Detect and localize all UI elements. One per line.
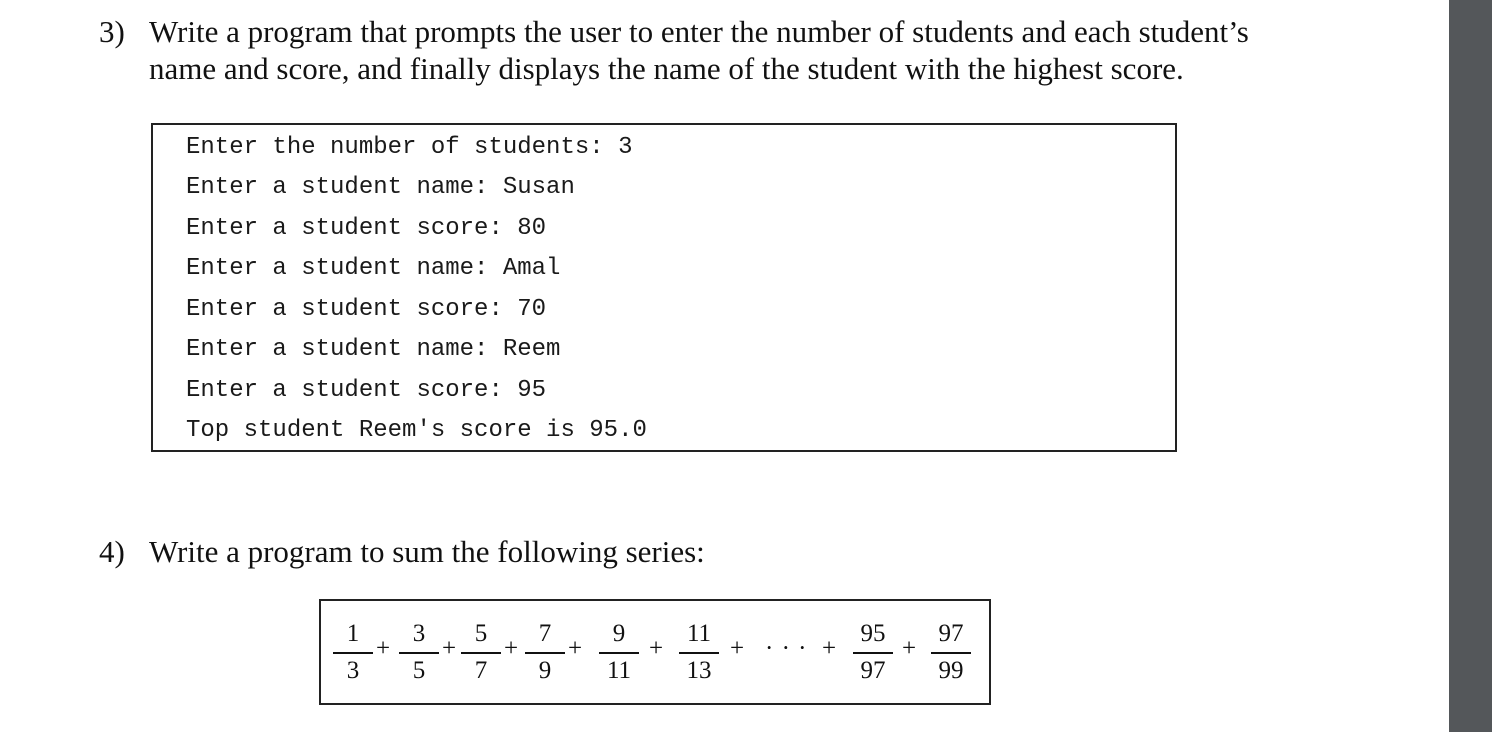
denominator: 3: [346, 656, 360, 684]
console-line: Enter a student score: 80: [186, 215, 547, 242]
scrollbar[interactable]: [1449, 0, 1492, 732]
denominator: 7: [474, 656, 488, 684]
fraction-term: [399, 619, 439, 686]
plus-sign: +: [902, 635, 917, 662]
fraction-term: [333, 619, 373, 686]
console-line: Enter a student score: 95: [186, 377, 547, 404]
console-line: Enter a student name: Reem: [186, 336, 561, 363]
numerator: 5: [474, 620, 488, 647]
question-3-number: 3): [99, 14, 125, 49]
sample-output-box: [151, 123, 1177, 452]
numerator: 3: [412, 620, 426, 647]
fraction-term: [461, 619, 501, 686]
numerator: 7: [538, 620, 552, 647]
denominator: 11: [606, 656, 632, 684]
question-3-line-2: name and score, and finally displays the name of the student with the highest score.: [149, 51, 1184, 86]
denominator: 99: [938, 656, 964, 684]
plus-sign: +: [376, 635, 391, 662]
denominator: 13: [686, 656, 712, 684]
numerator: 11: [686, 620, 712, 647]
fraction-term: [525, 619, 565, 686]
console-line: Enter a student name: Susan: [186, 174, 575, 201]
numerator: 95: [860, 620, 886, 647]
question-3-line-1: Write a program that prompts the user to enter the number of students and each student’s: [149, 14, 1249, 49]
question-4-text: Write a program to sum the following series:: [149, 534, 705, 569]
fraction-term: [679, 619, 719, 686]
plus-sign: +: [822, 635, 837, 662]
question-4-number: 4): [99, 534, 125, 569]
console-line: Top student Reem's score is 95.0: [186, 417, 647, 444]
console-line: Enter a student score: 70: [186, 296, 547, 323]
plus-sign: +: [730, 635, 745, 662]
console-line: Enter the number of students: 3: [186, 134, 633, 161]
ellipsis: · · ·: [765, 635, 808, 662]
denominator: 97: [860, 656, 886, 684]
numerator: 1: [346, 620, 360, 647]
denominator: 5: [412, 656, 426, 684]
denominator: 9: [538, 656, 552, 684]
fraction-term: [599, 619, 639, 686]
numerator: 97: [938, 620, 964, 647]
numerator: 9: [612, 620, 626, 647]
console-line: Enter a student name: Amal: [186, 255, 561, 282]
fraction-term: [931, 619, 971, 686]
series-formula: [319, 599, 991, 705]
plus-sign: +: [504, 635, 519, 662]
plus-sign: +: [649, 635, 664, 662]
fraction-term: [853, 619, 893, 686]
plus-sign: +: [568, 635, 583, 662]
plus-sign: +: [442, 635, 457, 662]
